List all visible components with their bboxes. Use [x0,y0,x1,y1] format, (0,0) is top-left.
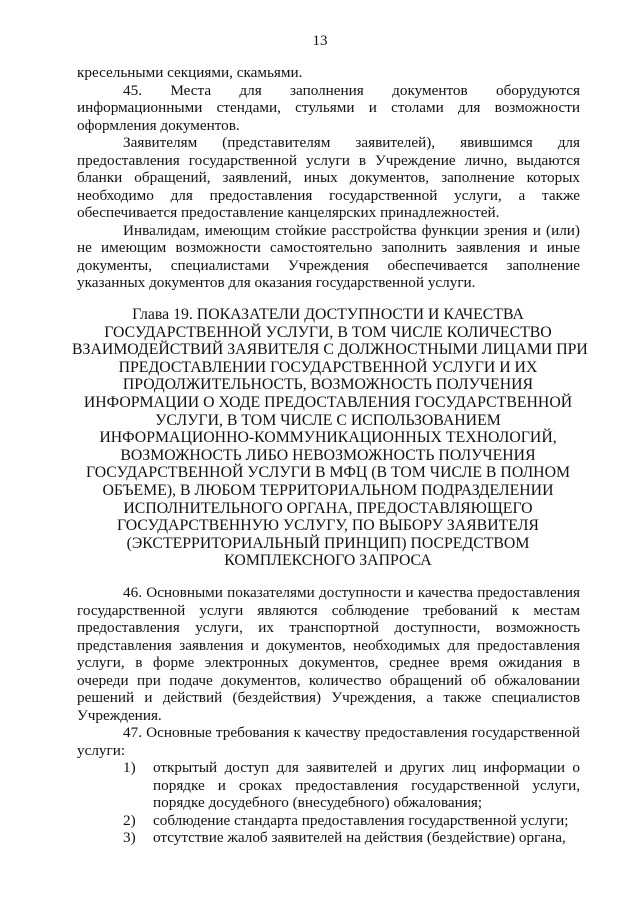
chapter-heading-line: Глава 19. ПОКАЗАТЕЛИ ДОСТУПНОСТИ И КАЧЕСТВА [132,306,524,323]
list-item-number: 1) [123,759,136,776]
chapter-heading-line: ПРОДОЛЖИТЕЛЬНОСТЬ, ВОЗМОЖНОСТЬ ПОЛУЧЕНИЯ [122,376,534,394]
paragraph-45: 45. Места для заполнения документов оборудуются информационными стендами, стульями и столами для возможности оформления документов. [77,81,580,134]
chapter-heading-line: ИНФОРМАЦИОННО-КОММУНИКАЦИОННЫХ ТЕХНОЛОГИЙ, [99,429,557,447]
list-item [77,812,580,830]
paragraph-continuation: кресельными секциями, скамьями. [77,64,303,81]
chapter-heading-line: ГОСУДАРСТВЕННУЮ УСЛУГУ, ПО ВЫБОРУ ЗАЯВИТЕЛЯ [117,517,539,535]
chapter-heading-line: ГОСУДАРСТВЕННОЙ УСЛУГИ В МФЦ (В ТОМ ЧИСЛЕ В ПОЛНОМ [85,464,571,482]
chapter-heading-line: ИСПОЛНИТЕЛЬНОГО ОРГАНА, ПРЕДОСТАВЛЯЮЩЕГО [123,499,533,517]
chapter-heading-line: ГОСУДАРСТВЕННОЙ УСЛУГИ, В ТОМ ЧИСЛЕ КОЛИЧЕСТВО [104,323,552,341]
list-item [77,829,580,847]
list-item-number: 3) [123,829,136,846]
body-text-top [77,64,580,292]
paragraph-applicants: Заявителям (представителям заявителей), явившимся для предоставления государственной услуги в Учреждение лично, выдаются бланки обращений, заявлений, иных документов, заполнение которых необходимо для предоставления государственной услуги, а также обеспечивается предоставление канцелярских принадлежностей. [77,134,580,221]
list-item-text: соблюдение стандарта предоставления государственной услуги; [153,811,569,829]
chapter-heading-line: (ЭКСТЕРРИТОРИАЛЬНЫЙ ПРИНЦИП) ПОСРЕДСТВОМ [126,534,530,552]
chapter-heading-line: ПРЕДОСТАВЛЕНИИ ГОСУДАРСТВЕННОЙ УСЛУГИ И ИХ [118,358,538,376]
page-number: 13 [312,33,328,49]
list-item-text: отсутствие жалоб заявителей на действия (бездействие) органа, [153,829,566,846]
paragraph-47: 47. Основные требования к качеству предоставления государственной услуги: [77,724,580,759]
chapter-heading-line: ВЗАИМОДЕЙСТВИЙ ЗАЯВИТЕЛЯ С ДОЛЖНОСТНЫМИ ЛИЦАМИ ПРИ [72,341,588,359]
chapter-heading-line: ИНФОРМАЦИИ О ХОДЕ ПРЕДОСТАВЛЕНИЯ ГОСУДАРСТВЕННОЙ [83,393,573,411]
paragraph-46: 46. Основными показателями доступности и качества предоставления государственной услуги являются соблюдение требований к местам предоставления услуги, их транспортной доступности, возможность представления заявления и документов, необходимых для предоставления услуги, в форме электронных документов, среднее время ожидания в очереди при подаче документов, количество обращений об обжаловании решений и действий (бездействия) Учреждения, а также специалистов Учреждения. [77,584,580,724]
chapter-heading-line: ОБЪЕМЕ), В ЛЮБОМ ТЕРРИТОРИАЛЬНОМ ПОДРАЗДЕЛЕНИИ [102,481,554,499]
chapter-heading-line: ВОЗМОЖНОСТЬ ЛИБО НЕВОЗМОЖНОСТЬ ПОЛУЧЕНИЯ [120,446,536,464]
list-item [77,759,580,812]
chapter-19-heading [72,306,588,570]
chapter-heading-line: КОМПЛЕКСНОГО ЗАПРОСА [224,552,432,570]
chapter-heading-line: УСЛУГИ, В ТОМ ЧИСЛЕ С ИСПОЛЬЗОВАНИЕМ [155,411,501,429]
list-item-text: открытый доступ для заявителей и других лиц информации о порядке и сроках предоставления государственной услуги, порядке досудебного (внесудебного) обжалования; [153,759,580,811]
list-item-number: 2) [123,811,136,829]
paragraph-disabled-persons: Инвалидам, имеющим стойкие расстройства функции зрения и (или) не имеющим возможности самостоятельно заполнить заявления и иные документы, специалистами Учреждения обеспечивается заполнение указанных документов для оказания государственной услуги. [77,221,580,291]
body-text-bottom [77,584,580,847]
